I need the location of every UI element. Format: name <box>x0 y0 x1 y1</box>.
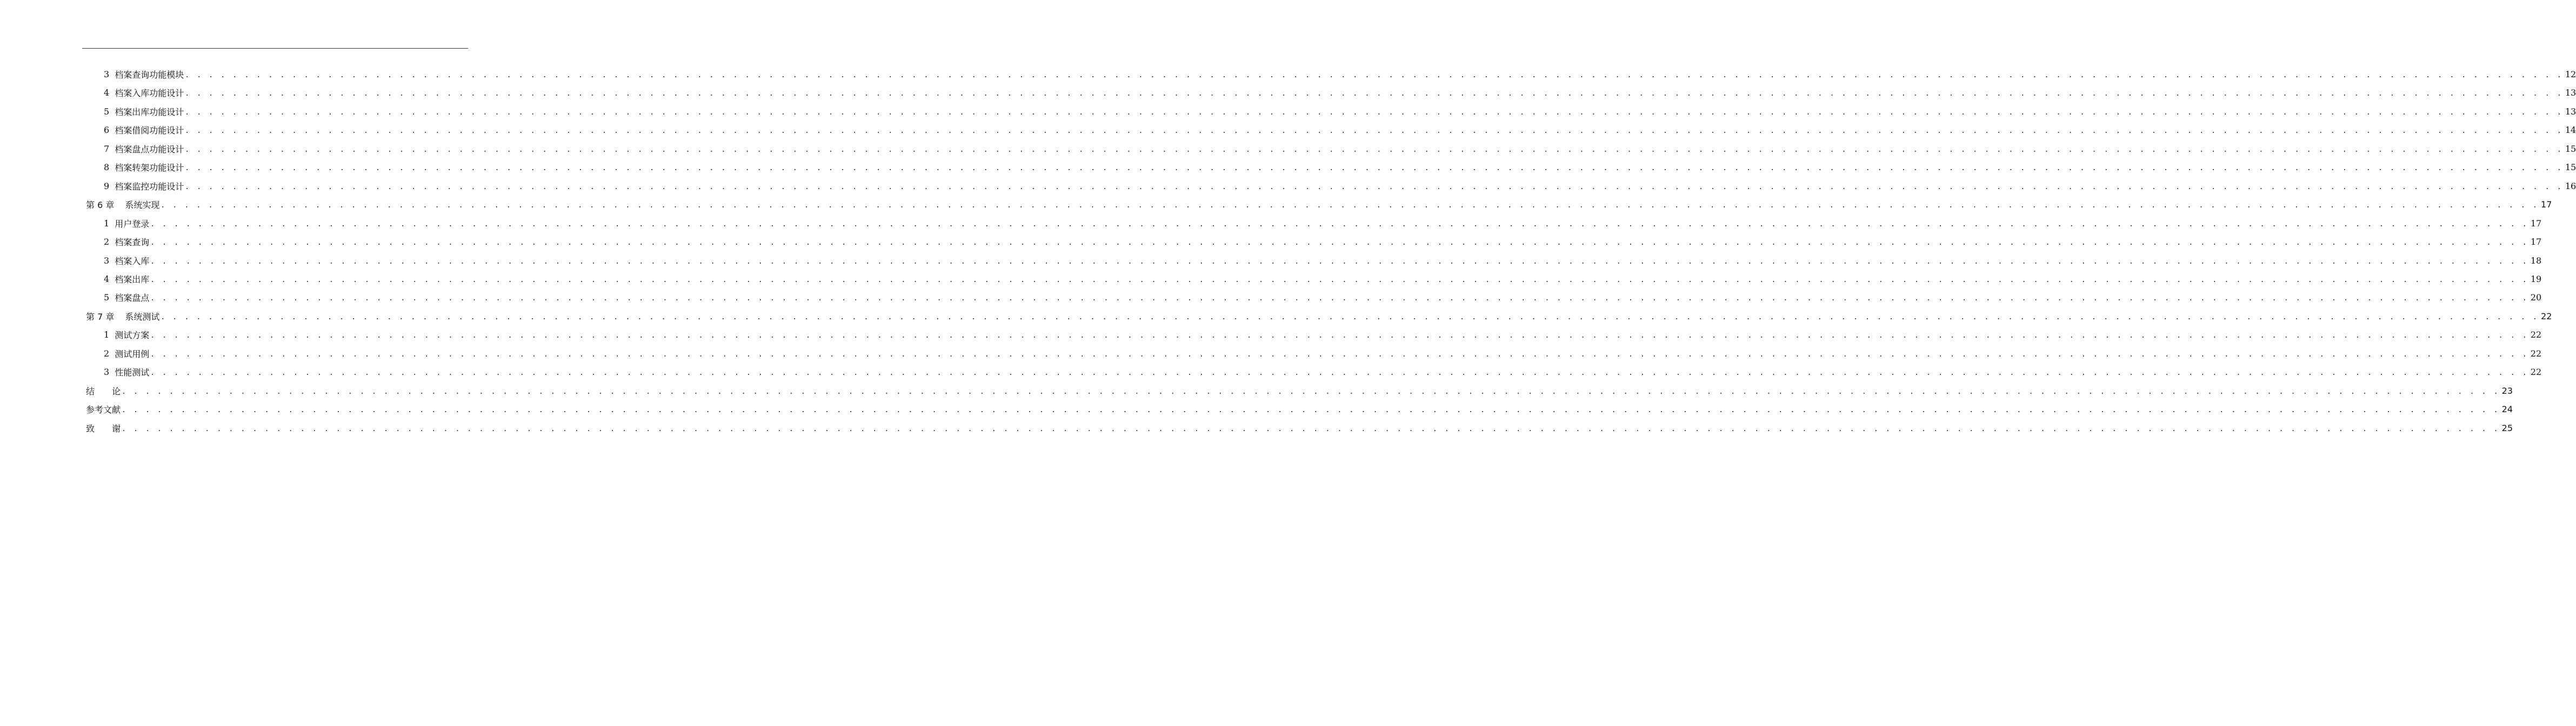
toc-entry-title: 结 论 <box>86 386 121 396</box>
toc-chapter-entry[interactable] <box>86 195 2552 213</box>
toc-page-number: 15 <box>2565 162 2576 172</box>
toc-entry-number: 第 7 章 <box>86 311 115 322</box>
toc-page-number: 15 <box>2565 143 2576 154</box>
toc-dot-leader: . . . . . . . . . . . . . . . . . . . . . . . . . . . . . . . . . . . . . . . . . . . . . . . . . . . . . . . . . . . . . . . . . . . . . . . . . . . . . . . . . . . . . . . . . . . . . . . . . . . . . . . . . . . . . . . . . . . . . . . . . . . . . . . . . . . . . . . . . . . . . . . . . . . . . . . . . . . . . . . . . . . . . . . . . . . . . . . . . . . . . . . . . . . . . . . . . . . . . . . . <box>185 71 2563 79</box>
toc-page-number: 13 <box>2565 106 2576 117</box>
toc-section-entry[interactable] <box>104 177 2576 195</box>
toc-entry-number: 5 <box>104 292 110 302</box>
toc-page-number: 20 <box>2530 292 2542 302</box>
toc-section-entry[interactable] <box>104 102 2576 120</box>
toc-entry-title: 参考文献 <box>86 404 121 415</box>
toc-page-number: 25 <box>2501 422 2513 433</box>
toc-page-number: 18 <box>2530 255 2542 266</box>
toc-entry-title: 档案入库 <box>115 256 150 266</box>
toc-dot-leader: . . . . . . . . . . . . . . . . . . . . . . . . . . . . . . . . . . . . . . . . . . . . . . . . . . . . . . . . . . . . . . . . . . . . . . . . . . . . . . . . . . . . . . . . . . . . . . . . . . . . . . . . . . . . . . . . . . . . . . . . . . . . . . . . . . . . . . . . . . . . . . . . . . . . . . . . . . . . . . . . . . . . . . . . . . . . . . . . . . . . . . . . . . . . . . . . . . . . . . . . <box>185 126 2563 135</box>
toc-page-number: 14 <box>2565 124 2576 135</box>
toc-entry-title: 档案出库功能设计 <box>115 106 184 117</box>
toc-section-entry[interactable] <box>104 158 2576 176</box>
toc-page-number: 22 <box>2530 366 2542 377</box>
toc-dot-leader: . . . . . . . . . . . . . . . . . . . . . . . . . . . . . . . . . . . . . . . . . . . . . . . . . . . . . . . . . . . . . . . . . . . . . . . . . . . . . . . . . . . . . . . . . . . . . . . . . . . . . . . . . . . . . . . . . . . . . . . . . . . . . . . . . . . . . . . . . . . . . . . . . . . . . . . . . . . . . . . . . . . . . . . . . . . . . . . . . . . . . . . . . . . . . . . . . . . . . . . . <box>150 368 2528 377</box>
toc-entry-number: 3 <box>104 255 110 266</box>
toc-dot-leader: . . . . . . . . . . . . . . . . . . . . . . . . . . . . . . . . . . . . . . . . . . . . . . . . . . . . . . . . . . . . . . . . . . . . . . . . . . . . . . . . . . . . . . . . . . . . . . . . . . . . . . . . . . . . . . . . . . . . . . . . . . . . . . . . . . . . . . . . . . . . . . . . . . . . . . . . . . . . . . . . . . . . . . . . . . . . . . . . . . . . . . . . . . . . . . . . . . . . . . . . <box>150 331 2528 340</box>
toc-entry-title: 档案入库功能设计 <box>115 88 184 98</box>
toc-entry-title: 档案借阅功能设计 <box>115 125 184 136</box>
toc-dot-leader: . . . . . . . . . . . . . . . . . . . . . . . . . . . . . . . . . . . . . . . . . . . . . . . . . . . . . . . . . . . . . . . . . . . . . . . . . . . . . . . . . . . . . . . . . . . . . . . . . . . . . . . . . . . . . . . . . . . . . . . . . . . . . . . . . . . . . . . . . . . . . . . . . . . . . . . . . . . . . . . . . . . . . . . . . . . . . . . . . . . . . . . . . . . . . . . . . . . . . . . . <box>150 275 2528 284</box>
toc-dot-leader: . . . . . . . . . . . . . . . . . . . . . . . . . . . . . . . . . . . . . . . . . . . . . . . . . . . . . . . . . . . . . . . . . . . . . . . . . . . . . . . . . . . . . . . . . . . . . . . . . . . . . . . . . . . . . . . . . . . . . . . . . . . . . . . . . . . . . . . . . . . . . . . . . . . . . . . . . . . . . . . . . . . . . . . . . . . . . . . . . . . . . . . . . . . . . . . . . . . . . . . . <box>185 145 2563 154</box>
toc-page-number: 19 <box>2530 273 2542 284</box>
toc-page-number: 16 <box>2565 180 2576 191</box>
toc-chapter-entry[interactable] <box>86 381 2513 400</box>
toc-section-entry[interactable] <box>104 362 2542 381</box>
toc-section-entry[interactable] <box>104 344 2542 362</box>
toc-entry-title: 档案盘点 <box>115 292 150 303</box>
toc-dot-leader: . . . . . . . . . . . . . . . . . . . . . . . . . . . . . . . . . . . . . . . . . . . . . . . . . . . . . . . . . . . . . . . . . . . . . . . . . . . . . . . . . . . . . . . . . . . . . . . . . . . . . . . . . . . . . . . . . . . . . . . . . . . . . . . . . . . . . . . . . . . . . . . . . . . . . . . . . . . . . . . . . . . . . . . . . . . . . . . . . . . . . . . . . . . . . . . . . . . . . . . . <box>185 164 2563 172</box>
toc-dot-leader: . . . . . . . . . . . . . . . . . . . . . . . . . . . . . . . . . . . . . . . . . . . . . . . . . . . . . . . . . . . . . . . . . . . . . . . . . . . . . . . . . . . . . . . . . . . . . . . . . . . . . . . . . . . . . . . . . . . . . . . . . . . . . . . . . . . . . . . . . . . . . . . . . . . . . . . . . . . . . . . . . . . . . . . . . . . . . . . . . . . . . . . . . . . . . . . . . . . . . . . . <box>185 183 2563 191</box>
toc-entry-title: 档案出库 <box>115 274 150 285</box>
toc-entry-number: 5 <box>104 106 110 117</box>
toc-dot-leader: . . . . . . . . . . . . . . . . . . . . . . . . . . . . . . . . . . . . . . . . . . . . . . . . . . . . . . . . . . . . . . . . . . . . . . . . . . . . . . . . . . . . . . . . . . . . . . . . . . . . . . . . . . . . . . . . . . . . . . . . . . . . . . . . . . . . . . . . . . . . . . . . . . . . . . . . . . . . . . . . . . . . . . . . . . . . . . . . . . . . . . . . . . . . . . . . . . . . . . . . <box>150 238 2528 247</box>
toc-entry-title: 测试方案 <box>115 330 150 340</box>
toc-entry-title: 性能测试 <box>115 367 150 378</box>
toc-section-entry[interactable] <box>104 325 2542 344</box>
toc-page-number: 13 <box>2565 87 2576 98</box>
toc-dot-leader: . . . . . . . . . . . . . . . . . . . . . . . . . . . . . . . . . . . . . . . . . . . . . . . . . . . . . . . . . . . . . . . . . . . . . . . . . . . . . . . . . . . . . . . . . . . . . . . . . . . . . . . . . . . . . . . . . . . . . . . . . . . . . . . . . . . . . . . . . . . . . . . . . . . . . . . . . . . . . . . . . . . . . . . . . . . . . . . . . . . . . . . . . . . . . . . . . . . . . . . . <box>122 425 2500 433</box>
toc-entry-title: 致 谢 <box>86 423 121 434</box>
toc-dot-leader: . . . . . . . . . . . . . . . . . . . . . . . . . . . . . . . . . . . . . . . . . . . . . . . . . . . . . . . . . . . . . . . . . . . . . . . . . . . . . . . . . . . . . . . . . . . . . . . . . . . . . . . . . . . . . . . . . . . . . . . . . . . . . . . . . . . . . . . . . . . . . . . . . . . . . . . . . . . . . . . . . . . . . . . . . . . . . . . . . . . . . . . . . . . . . . . . . . . . . . . . <box>161 201 2539 210</box>
toc-entry-number: 4 <box>104 87 110 98</box>
toc-entry-number: 1 <box>104 218 110 228</box>
toc-chapter-entry[interactable] <box>86 307 2552 325</box>
toc-section-entry[interactable] <box>104 214 2542 232</box>
toc-section-entry[interactable] <box>104 288 2542 306</box>
toc-entry-number: 9 <box>104 180 110 191</box>
toc-entry-title: 系统测试 <box>125 311 160 322</box>
toc-entry-title: 用户登录 <box>115 218 150 229</box>
toc-page-number: 17 <box>2530 236 2542 247</box>
toc-entry-title: 档案转架功能设计 <box>115 162 184 173</box>
toc-section-entry[interactable] <box>104 120 2576 139</box>
toc-section-entry[interactable] <box>104 270 2542 288</box>
toc-section-entry[interactable] <box>104 83 2576 102</box>
toc-dot-leader: . . . . . . . . . . . . . . . . . . . . . . . . . . . . . . . . . . . . . . . . . . . . . . . . . . . . . . . . . . . . . . . . . . . . . . . . . . . . . . . . . . . . . . . . . . . . . . . . . . . . . . . . . . . . . . . . . . . . . . . . . . . . . . . . . . . . . . . . . . . . . . . . . . . . . . . . . . . . . . . . . . . . . . . . . . . . . . . . . . . . . . . . . . . . . . . . . . . . . . . . <box>150 294 2528 302</box>
toc-entry-number: 3 <box>104 366 110 377</box>
toc-dot-leader: . . . . . . . . . . . . . . . . . . . . . . . . . . . . . . . . . . . . . . . . . . . . . . . . . . . . . . . . . . . . . . . . . . . . . . . . . . . . . . . . . . . . . . . . . . . . . . . . . . . . . . . . . . . . . . . . . . . . . . . . . . . . . . . . . . . . . . . . . . . . . . . . . . . . . . . . . . . . . . . . . . . . . . . . . . . . . . . . . . . . . . . . . . . . . . . . . . . . . . . . <box>185 108 2563 117</box>
toc-entry-number: 1 <box>104 329 110 340</box>
toc-entry-title: 档案查询 <box>115 237 150 247</box>
toc-entry-title: 测试用例 <box>115 348 150 359</box>
toc-entry-number: 7 <box>104 143 110 154</box>
toc-entry-title: 档案盘点功能设计 <box>115 144 184 154</box>
toc-page-number: 23 <box>2501 385 2513 396</box>
toc-page-number: 22 <box>2530 348 2542 359</box>
toc-dot-leader: . . . . . . . . . . . . . . . . . . . . . . . . . . . . . . . . . . . . . . . . . . . . . . . . . . . . . . . . . . . . . . . . . . . . . . . . . . . . . . . . . . . . . . . . . . . . . . . . . . . . . . . . . . . . . . . . . . . . . . . . . . . . . . . . . . . . . . . . . . . . . . . . . . . . . . . . . . . . . . . . . . . . . . . . . . . . . . . . . . . . . . . . . . . . . . . . . . . . . . . . <box>122 387 2500 396</box>
toc-page-number: 22 <box>2541 311 2552 321</box>
toc-entry-number: 3 <box>104 69 110 79</box>
toc-entry-number: 第 6 章 <box>86 199 115 210</box>
toc-entry-number: 4 <box>104 273 110 284</box>
toc-chapter-entry[interactable] <box>86 419 2513 437</box>
toc-entry-title: 档案查询功能模块 <box>115 69 184 80</box>
toc-entry-number: 2 <box>104 348 110 359</box>
toc-page-number: 17 <box>2541 199 2552 210</box>
toc-dot-leader: . . . . . . . . . . . . . . . . . . . . . . . . . . . . . . . . . . . . . . . . . . . . . . . . . . . . . . . . . . . . . . . . . . . . . . . . . . . . . . . . . . . . . . . . . . . . . . . . . . . . . . . . . . . . . . . . . . . . . . . . . . . . . . . . . . . . . . . . . . . . . . . . . . . . . . . . . . . . . . . . . . . . . . . . . . . . . . . . . . . . . . . . . . . . . . . . . . . . . . . . <box>150 350 2528 359</box>
toc-dot-leader: . . . . . . . . . . . . . . . . . . . . . . . . . . . . . . . . . . . . . . . . . . . . . . . . . . . . . . . . . . . . . . . . . . . . . . . . . . . . . . . . . . . . . . . . . . . . . . . . . . . . . . . . . . . . . . . . . . . . . . . . . . . . . . . . . . . . . . . . . . . . . . . . . . . . . . . . . . . . . . . . . . . . . . . . . . . . . . . . . . . . . . . . . . . . . . . . . . . . . . . . <box>150 257 2528 266</box>
toc-section-entry[interactable] <box>104 139 2576 158</box>
toc-dot-leader: . . . . . . . . . . . . . . . . . . . . . . . . . . . . . . . . . . . . . . . . . . . . . . . . . . . . . . . . . . . . . . . . . . . . . . . . . . . . . . . . . . . . . . . . . . . . . . . . . . . . . . . . . . . . . . . . . . . . . . . . . . . . . . . . . . . . . . . . . . . . . . . . . . . . . . . . . . . . . . . . . . . . . . . . . . . . . . . . . . . . . . . . . . . . . . . . . . . . . . . . <box>185 89 2563 98</box>
toc-section-entry[interactable] <box>104 251 2542 270</box>
toc-entry-title: 系统实现 <box>125 199 160 210</box>
header-rule <box>82 48 468 49</box>
toc-page-number: 22 <box>2530 329 2542 340</box>
toc-chapter-entry[interactable] <box>86 400 2513 418</box>
toc-section-entry[interactable] <box>104 65 2576 83</box>
toc-entry-title: 档案监控功能设计 <box>115 181 184 192</box>
toc-dot-leader: . . . . . . . . . . . . . . . . . . . . . . . . . . . . . . . . . . . . . . . . . . . . . . . . . . . . . . . . . . . . . . . . . . . . . . . . . . . . . . . . . . . . . . . . . . . . . . . . . . . . . . . . . . . . . . . . . . . . . . . . . . . . . . . . . . . . . . . . . . . . . . . . . . . . . . . . . . . . . . . . . . . . . . . . . . . . . . . . . . . . . . . . . . . . . . . . . . . . . . . . <box>150 220 2528 228</box>
toc-entry-number: 6 <box>104 124 110 135</box>
toc-page-number: 17 <box>2530 218 2542 228</box>
toc-entry-number: 8 <box>104 162 110 172</box>
toc-dot-leader: . . . . . . . . . . . . . . . . . . . . . . . . . . . . . . . . . . . . . . . . . . . . . . . . . . . . . . . . . . . . . . . . . . . . . . . . . . . . . . . . . . . . . . . . . . . . . . . . . . . . . . . . . . . . . . . . . . . . . . . . . . . . . . . . . . . . . . . . . . . . . . . . . . . . . . . . . . . . . . . . . . . . . . . . . . . . . . . . . . . . . . . . . . . . . . . . . . . . . . . . <box>161 313 2539 321</box>
toc-section-entry[interactable] <box>104 232 2542 251</box>
toc-entry-number: 2 <box>104 236 110 247</box>
toc-page-number: 12 <box>2565 69 2576 79</box>
toc-page-number: 24 <box>2501 404 2513 414</box>
toc-dot-leader: . . . . . . . . . . . . . . . . . . . . . . . . . . . . . . . . . . . . . . . . . . . . . . . . . . . . . . . . . . . . . . . . . . . . . . . . . . . . . . . . . . . . . . . . . . . . . . . . . . . . . . . . . . . . . . . . . . . . . . . . . . . . . . . . . . . . . . . . . . . . . . . . . . . . . . . . . . . . . . . . . . . . . . . . . . . . . . . . . . . . . . . . . . . . . . . . . . . . . . . . <box>122 406 2500 414</box>
